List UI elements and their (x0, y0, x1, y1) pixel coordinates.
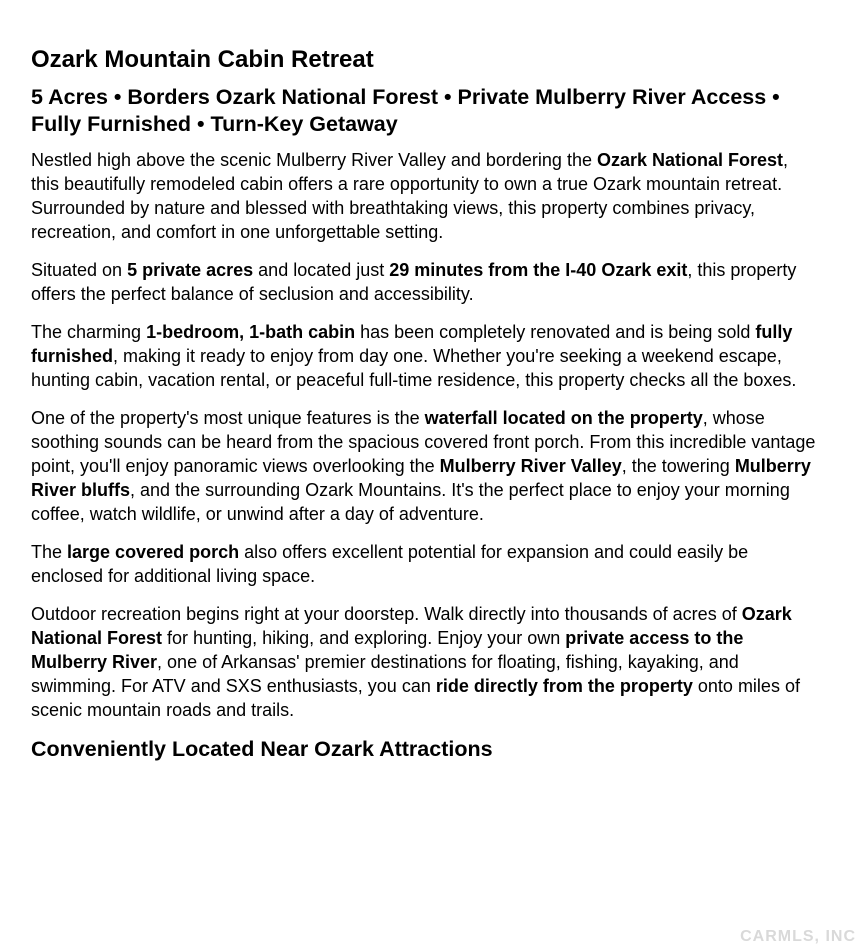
watermark: CARMLS, INC (740, 928, 856, 945)
document (31, 44, 821, 773)
description-paragraph (31, 540, 821, 588)
body-text: Nestled high above the scenic Mulberry River Valley and bordering the (31, 150, 597, 170)
page-title: Ozark Mountain Cabin Retreat (31, 46, 374, 73)
body-text: , making it ready to enjoy from day one. Whether you're seeking a weekend escape, hunting cabin, vacation rental, or peaceful full-time residence, this property checks all the boxes. (31, 346, 797, 390)
description-paragraph (31, 406, 821, 526)
body-text: for hunting, hiking, and exploring. Enjoy your own (162, 628, 566, 648)
highlight-text: Ozark National Forest (31, 604, 792, 648)
highlight-text: 5 private acres (127, 260, 254, 280)
body-text: , the towering (621, 456, 735, 476)
section-heading: Conveniently Located Near Ozark Attractions (31, 737, 493, 761)
body-text: and located just (253, 260, 390, 280)
highlight-text: private access to the Mulberry River (31, 628, 744, 672)
body-text: Outdoor recreation begins right at your doorstep. Walk directly into thousands of acres of (31, 604, 742, 624)
body-text: also offers excellent potential for expansion and could easily be enclosed for additional living space. (31, 542, 749, 586)
body-text: Situated on (31, 260, 128, 280)
description-body (31, 148, 821, 722)
highlight-text: large covered porch (67, 542, 240, 562)
highlight-text: Mulberry River Valley (439, 456, 622, 476)
body-text: , this beautifully remodeled cabin offers a rare opportunity to own a true Ozark mountain retreat. Surrounded by nature and blessed with breathtaking views, this property combines privacy, recreation, and comfort in one unforgettable setting. (31, 150, 789, 242)
description-paragraph (31, 258, 821, 306)
highlight-text: 1-bedroom, 1-bath cabin (146, 322, 356, 342)
highlight-text: ride directly from the property (435, 676, 693, 696)
body-text: onto miles of scenic mountain roads and trails. (31, 676, 800, 720)
body-text: has been completely renovated and is being sold (355, 322, 756, 342)
highlight-text: Ozark National Forest (596, 150, 784, 170)
page-subtitle: 5 Acres • Borders Ozark National Forest • Private Mulberry River Access • Fully Furnished • Turn-Key Getaway (31, 85, 780, 136)
highlight-text: waterfall located on the property (424, 408, 703, 428)
description-paragraph (31, 320, 821, 392)
body-text: The charming (31, 322, 147, 342)
body-text: One of the property's most unique features is the (31, 408, 425, 428)
highlight-text: 29 minutes from the I-40 Ozark exit (389, 260, 688, 280)
body-text: , and the surrounding Ozark Mountains. It's the perfect place to enjoy your morning coffee, watch wildlife, or unwind after a day of adventure. (31, 480, 790, 524)
description-paragraph (31, 602, 821, 722)
body-text: , one of Arkansas' premier destinations for floating, fishing, kayaking, and swimming. For ATV and SXS enthusiasts, you can (31, 652, 739, 696)
body-text: , whose soothing sounds can be heard from the spacious covered front porch. From this incredible vantage point, you'll enjoy panoramic views overlooking the (31, 408, 816, 476)
body-text: , this property offers the perfect balance of seclusion and accessibility. (31, 260, 797, 304)
description-paragraph (31, 148, 821, 244)
body-text: The (31, 542, 68, 562)
highlight-text: fully furnished (31, 322, 793, 366)
highlight-text: Mulberry River bluffs (31, 456, 811, 500)
